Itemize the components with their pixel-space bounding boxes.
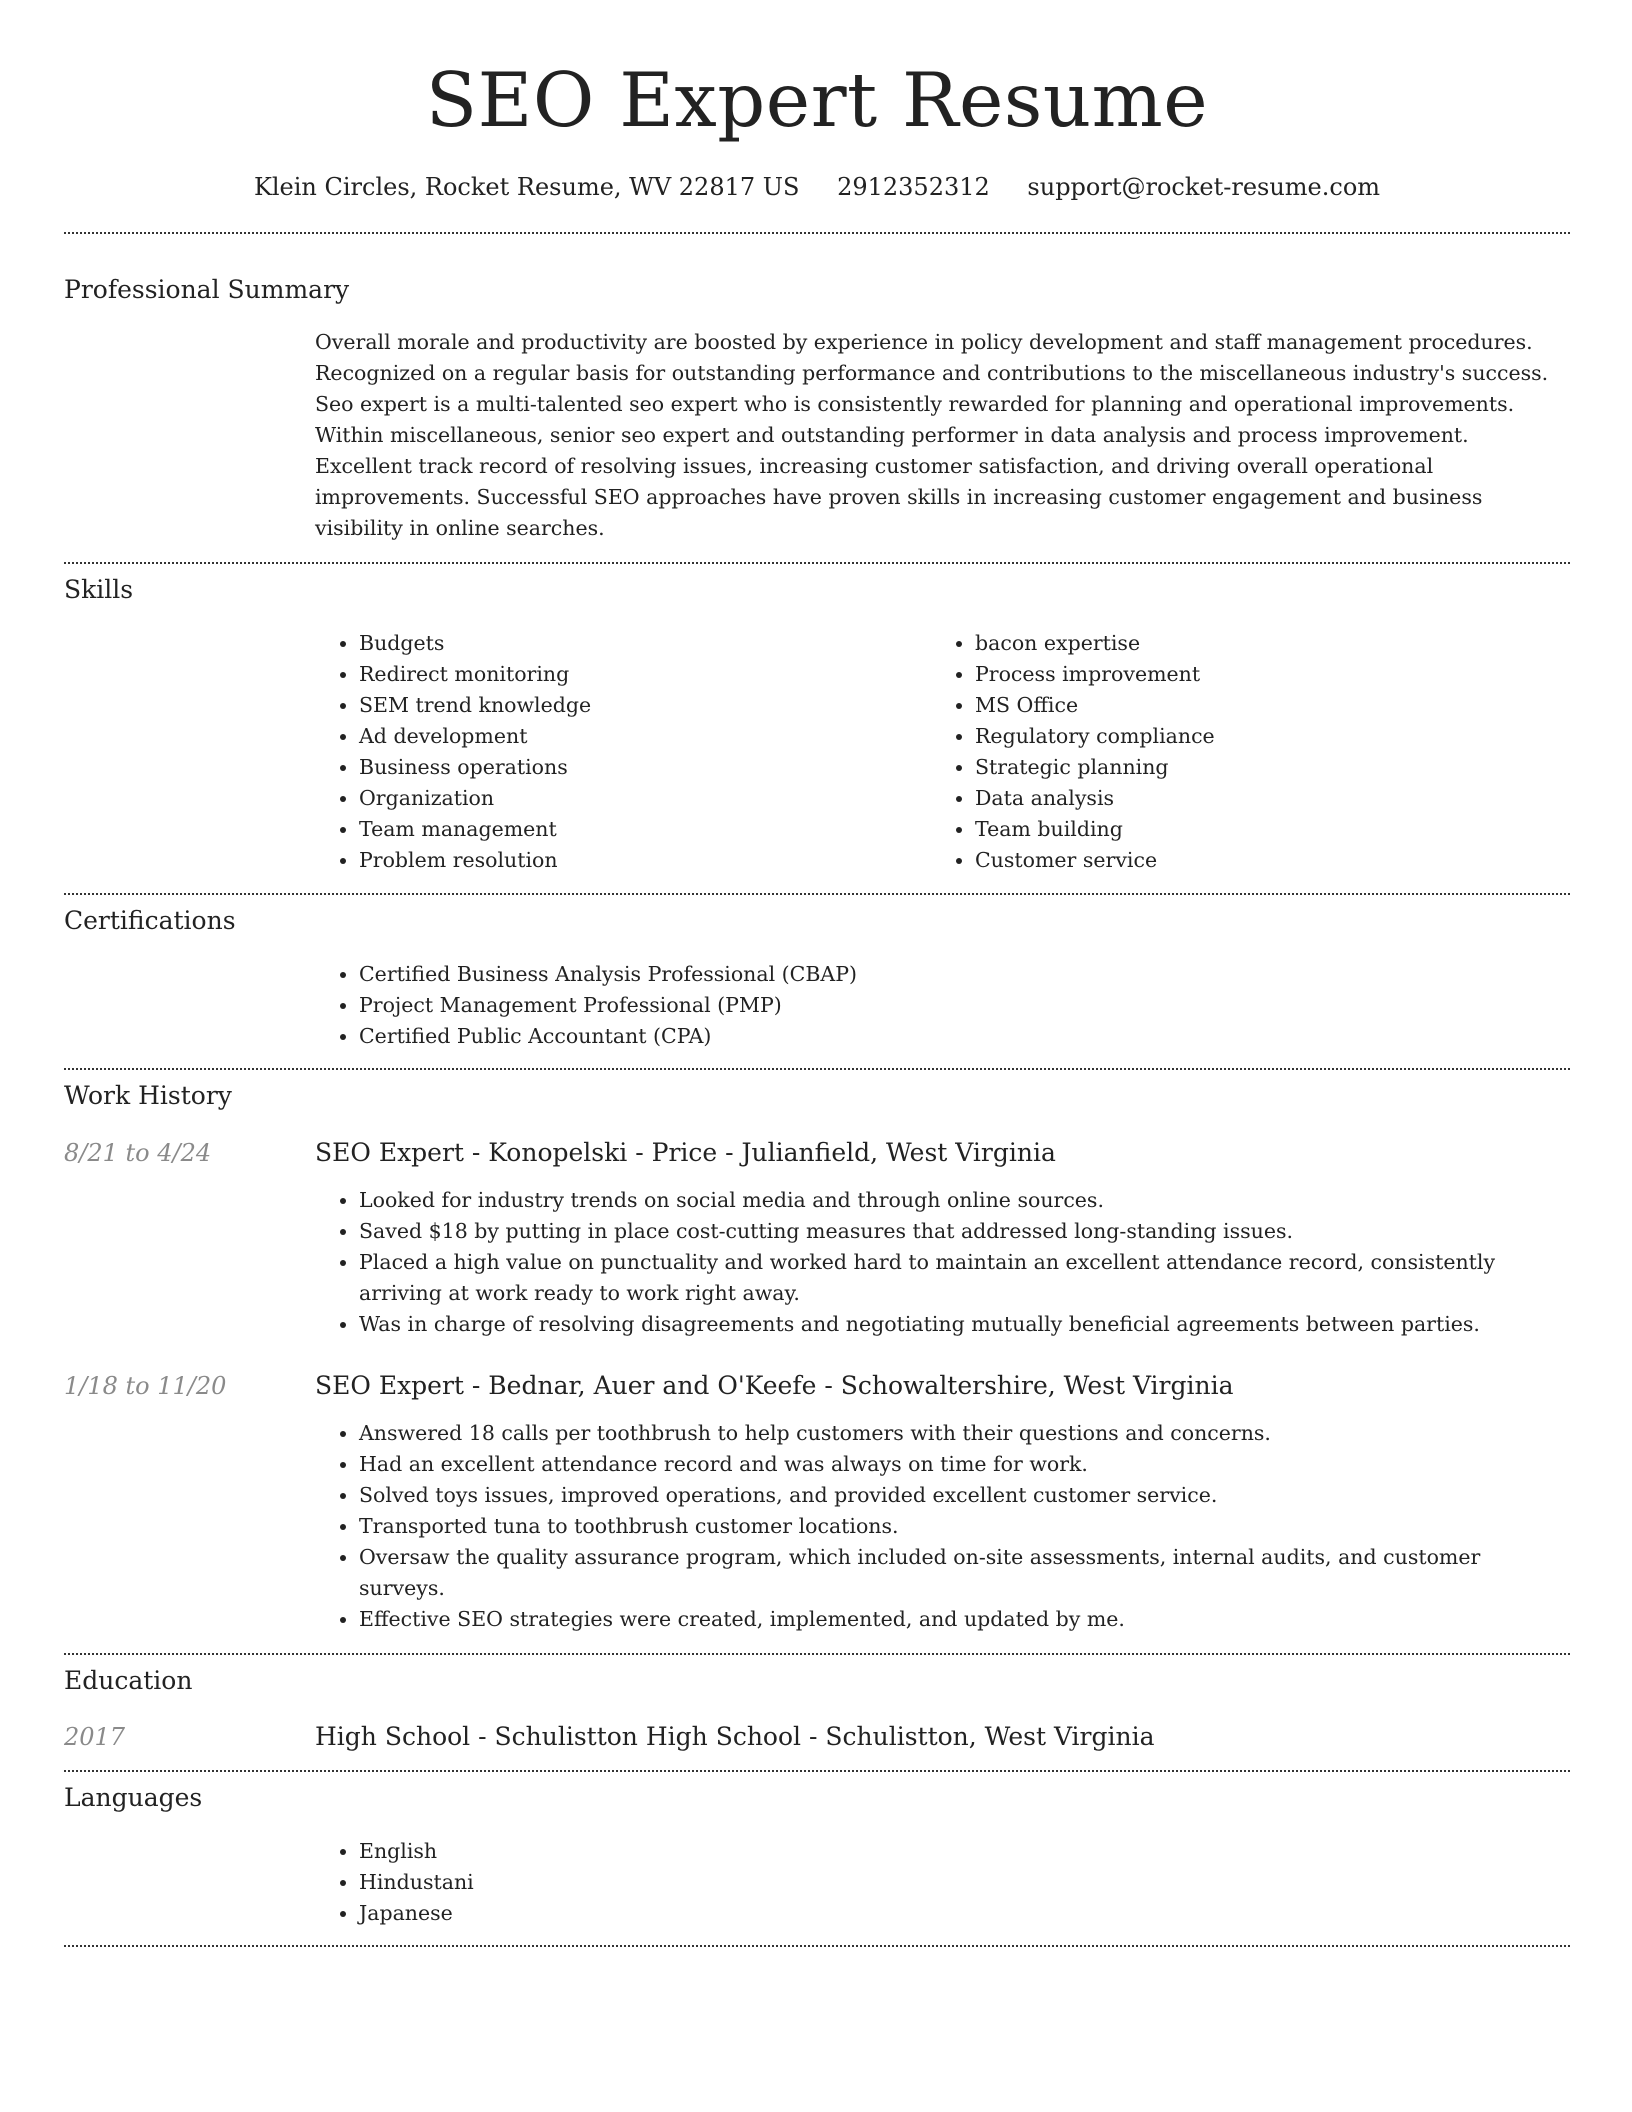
- skills-column-right: [931, 628, 1547, 876]
- divider: [64, 1068, 1570, 1070]
- skill-item: • Team management: [359, 814, 931, 845]
- divider: [64, 1770, 1570, 1772]
- job-header: [64, 1136, 1570, 1170]
- job-bullet: • Transported tuna to toothbrush customer locations.: [359, 1511, 1570, 1542]
- skill-item: • Redirect monitoring: [359, 659, 931, 690]
- education-year: 2017: [64, 1723, 126, 1751]
- education-entry: [64, 1720, 1570, 1754]
- job-title: SEO Expert - Bednar, Auer and O'Keefe - Schowaltershire, West Virginia: [315, 1371, 1234, 1400]
- contact-phone: 2912352312: [837, 173, 990, 201]
- certifications-heading: Certifications: [64, 906, 236, 935]
- certification-item: • Certified Public Accountant (CPA): [359, 1021, 1570, 1052]
- job-title: SEO Expert - Konopelski - Price - Julianfield, West Virginia: [315, 1138, 1056, 1167]
- job-entry: [64, 1369, 1570, 1635]
- job-bullet: • Effective SEO strategies were created, implemented, and updated by me.: [359, 1604, 1570, 1635]
- summary-text: Overall morale and productivity are boosted by experience in policy development and staff management procedures. Recognized on a regular basis for outstanding performance and contributions to the miscellaneous industry's success. Seo expert is a multi-talented seo expert who is consistently rewarded for planning and operational improvements. Within miscellaneous, senior seo expert and outstanding performer in data analysis and process improvement. Excellent track record of resolving issues, increasing customer satisfaction, and driving overall operational improvements. Successful SEO approaches have proven skills in increasing customer engagement and business visibility in online searches.: [315, 330, 1549, 540]
- work-history-section: [64, 1079, 1570, 1635]
- skills-list-left: [315, 628, 931, 876]
- summary-section: [64, 273, 1570, 544]
- job-bullet: • Saved $18 by putting in place cost-cutting measures that addressed long-standing issues.: [359, 1216, 1570, 1247]
- job-bullet: • Answered 18 calls per toothbrush to help customers with their questions and concerns.: [359, 1418, 1570, 1449]
- skill-item: • Customer service: [975, 845, 1547, 876]
- skill-item: • Budgets: [359, 628, 931, 659]
- skills-columns: [315, 628, 1570, 876]
- language-item: • Hindustani: [359, 1867, 1570, 1898]
- resume-title: SEO Expert Resume: [425, 56, 1209, 144]
- certifications-section: [64, 904, 1570, 1052]
- contact-email: support@rocket-resume.com: [1027, 173, 1381, 201]
- skills-section: [64, 573, 1570, 876]
- divider: [64, 1945, 1570, 1947]
- skill-item: • Process improvement: [975, 659, 1547, 690]
- skill-item: • Business operations: [359, 752, 931, 783]
- skill-item: • SEM trend knowledge: [359, 690, 931, 721]
- education-heading: Education: [64, 1666, 193, 1695]
- job-bullet: • Looked for industry trends on social media and through online sources.: [359, 1185, 1570, 1216]
- job-bullet: • Oversaw the quality assurance program, which included on-site assessments, internal audits, and customer surveys.: [359, 1542, 1570, 1604]
- divider: [64, 893, 1570, 895]
- skill-item: • Organization: [359, 783, 931, 814]
- divider: [64, 1653, 1570, 1655]
- job-dates: 1/18 to 11/20: [64, 1372, 227, 1400]
- contact-line: [64, 170, 1570, 204]
- job-details: [315, 1185, 1570, 1340]
- job-bullet: • Was in charge of resolving disagreements and negotiating mutually beneficial agreements between parties.: [359, 1309, 1570, 1340]
- skill-item: • Team building: [975, 814, 1547, 845]
- certifications-list: [315, 959, 1570, 1052]
- languages-list: [315, 1836, 1570, 1929]
- job-bullets: [315, 1418, 1570, 1635]
- job-bullets: [315, 1185, 1570, 1340]
- language-item: • Japanese: [359, 1898, 1570, 1929]
- certification-item: • Certified Business Analysis Professional (CBAP): [359, 959, 1570, 990]
- job-details: [315, 1418, 1570, 1635]
- skill-item: • bacon expertise: [975, 628, 1547, 659]
- certification-item: • Project Management Professional (PMP): [359, 990, 1570, 1021]
- job-header: [64, 1369, 1570, 1403]
- skill-item: • Regulatory compliance: [975, 721, 1547, 752]
- languages-heading: Languages: [64, 1783, 203, 1812]
- skills-column-left: [315, 628, 931, 876]
- job-bullet: • Placed a high value on punctuality and worked hard to maintain an excellent attendance record, consistently arriving at work ready to work right away.: [359, 1247, 1570, 1309]
- summary-heading: Professional Summary: [64, 275, 350, 304]
- job-bullet: • Solved toys issues, improved operations, and provided excellent customer service.: [359, 1480, 1570, 1511]
- languages-section: [64, 1781, 1570, 1929]
- education-title: High School - Schulistton High School - Schulistton, West Virginia: [315, 1722, 1155, 1751]
- skill-item: • Ad development: [359, 721, 931, 752]
- languages-body: [315, 1836, 1570, 1929]
- skills-heading: Skills: [64, 575, 134, 604]
- skill-item: • MS Office: [975, 690, 1547, 721]
- divider: [64, 562, 1570, 564]
- skill-item: • Data analysis: [975, 783, 1547, 814]
- job-bullet: • Had an excellent attendance record and was always on time for work.: [359, 1449, 1570, 1480]
- divider: [64, 232, 1570, 234]
- job-entry: [64, 1136, 1570, 1340]
- skill-item: • Strategic planning: [975, 752, 1547, 783]
- education-section: [64, 1664, 1570, 1754]
- work-history-heading: Work History: [64, 1081, 232, 1110]
- resume-page: [64, 0, 1570, 1947]
- job-dates: 8/21 to 4/24: [64, 1139, 212, 1167]
- skill-item: • Problem resolution: [359, 845, 931, 876]
- language-item: • English: [359, 1836, 1570, 1867]
- contact-address: Klein Circles, Rocket Resume, WV 22817 US: [253, 173, 800, 201]
- certifications-body: [315, 959, 1570, 1052]
- skills-list-right: [931, 628, 1547, 876]
